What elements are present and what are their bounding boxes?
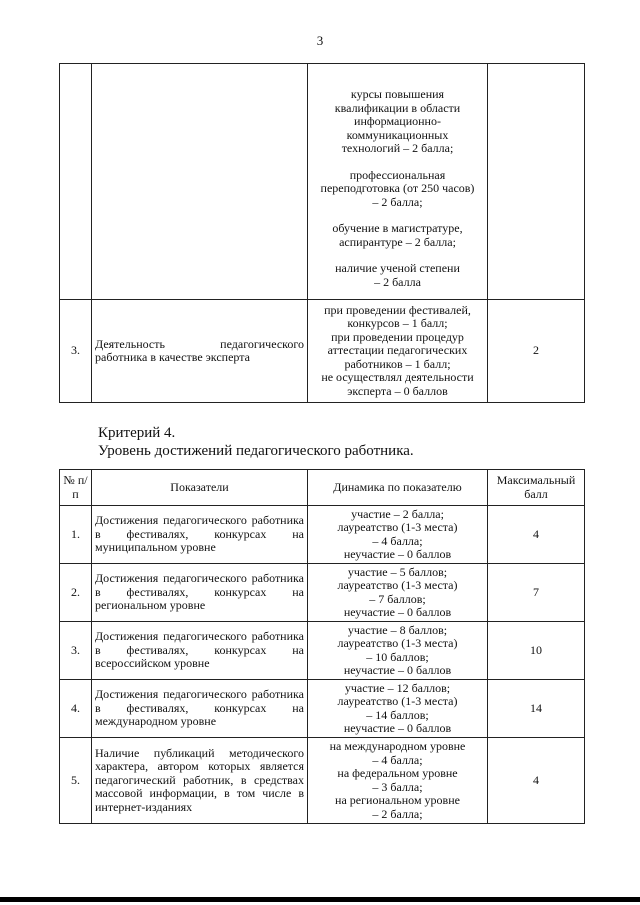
cell-indicator: [92, 64, 308, 300]
dyn-line: переподготовка (от 250 часов): [320, 181, 475, 195]
dyn-line: неучастие – 0 баллов: [343, 547, 452, 561]
scan-edge-bar: [0, 897, 640, 902]
table-row: [60, 64, 585, 300]
dyn-line: наличие ученой степени: [335, 261, 460, 275]
dyn-line: – 14 баллов;: [366, 707, 429, 722]
dyn-line: – 3 балла;: [372, 779, 423, 794]
dyn-line: аттестации педагогических: [327, 343, 468, 358]
dyn-line: участие – 2 балла;: [351, 506, 444, 521]
top-table: [59, 63, 585, 403]
dyn-line: на региональном уровне: [335, 793, 460, 807]
dyn-line: курсы повышения: [350, 87, 445, 101]
cell-max: [488, 64, 585, 300]
dyn-line: лауреатство (1-3 места): [337, 636, 458, 650]
dyn-line: лауреатство (1-3 места): [337, 694, 458, 708]
cell-max: 2: [488, 300, 585, 403]
cell-dynamics: [308, 64, 488, 300]
dyn-line: участие – 12 баллов;: [344, 680, 451, 695]
criterion-heading: [98, 424, 414, 460]
dyn-line: эксперта – 0 баллов: [347, 383, 448, 398]
header-max: Максимальный балл: [488, 470, 585, 506]
cell-max: 10: [488, 622, 585, 680]
table-row: [60, 564, 585, 622]
header-num: № п/п: [60, 470, 92, 506]
dyn-line: на федеральном уровне: [337, 766, 458, 780]
cell-num: 5.: [60, 738, 92, 824]
dyn-line: обучение в магистратуре,: [332, 221, 463, 235]
dyn-line: участие – 5 баллов;: [347, 564, 448, 579]
header-indicators: Показатели: [92, 470, 308, 506]
cell-dynamics: [308, 738, 488, 824]
cell-num: 1.: [60, 506, 92, 564]
cell-indicator: Наличие публикаций методического характера, автором которых является педагогический работник, в средствах массовой информации, в том числе в интернет-изданиях: [92, 738, 308, 824]
cell-num: [60, 64, 92, 300]
table-header-row: [60, 470, 585, 506]
table-row: [60, 680, 585, 738]
cell-max: 7: [488, 564, 585, 622]
dyn-line: – 10 баллов;: [366, 649, 429, 664]
dyn-line: – 2 балла: [374, 274, 421, 289]
dyn-line: – 4 балла;: [372, 752, 423, 767]
criterion-subtitle: Уровень достижений педагогического работника.: [98, 443, 414, 459]
dyn-line: лауреатство (1-3 места): [337, 578, 458, 592]
cell-indicator: Достижения педагогического работника в фестивалях, конкурсах на муниципальном уровне: [92, 506, 308, 564]
dyn-line: участие – 8 баллов;: [347, 622, 448, 637]
cell-max: 4: [488, 506, 585, 564]
cell-indicator: Достижения педагогического работника в фестивалях, конкурсах на региональном уровне: [92, 564, 308, 622]
cell-indicator: Достижения педагогического работника в фестивалях, конкурсах на всероссийском уровне: [92, 622, 308, 680]
cell-num: 3.: [60, 622, 92, 680]
cell-max: 4: [488, 738, 585, 824]
dyn-line: информационно-: [354, 114, 441, 128]
dyn-line: коммуникационных: [346, 127, 449, 142]
table-row: [60, 738, 585, 824]
cell-indicator: Достижения педагогического работника в фестивалях, конкурсах на международном уровне: [92, 680, 308, 738]
dyn-line: работников – 1 балл;: [344, 356, 451, 371]
dyn-line: при проведении фестивалей,: [324, 302, 471, 317]
table-row: [60, 300, 585, 403]
dyn-line: неучастие – 0 баллов: [343, 605, 452, 619]
dyn-line: профессиональная: [349, 167, 446, 182]
dyn-line: при проведении процедур: [331, 329, 464, 344]
dyn-line: – 2 балла;: [372, 194, 423, 209]
cell-dynamics: [308, 300, 488, 403]
dyn-line: неучастие – 0 баллов: [343, 721, 452, 735]
dyn-line: аспирантуре – 2 балла;: [339, 234, 456, 249]
dyn-line: – 7 баллов;: [369, 591, 426, 606]
dyn-line: лауреатство (1-3 места): [337, 520, 458, 534]
dyn-line: – 4 балла;: [372, 533, 423, 548]
cell-dynamics: [308, 622, 488, 680]
cell-indicator: Деятельность педагогического работника в качестве эксперта: [92, 300, 308, 403]
cell-num: 3.: [60, 300, 92, 403]
cell-max: 14: [488, 680, 585, 738]
cell-num: 2.: [60, 564, 92, 622]
criterion-title: Критерий 4.: [98, 425, 176, 441]
dyn-line: конкурсов – 1 балл;: [347, 316, 448, 331]
cell-num: 4.: [60, 680, 92, 738]
dyn-line: не осуществлял деятельности: [321, 370, 474, 385]
dyn-line: на международном уровне: [329, 739, 466, 753]
header-dynamics: Динамика по показателю: [308, 470, 488, 506]
cell-dynamics: [308, 680, 488, 738]
page-number: 3: [316, 33, 324, 48]
dyn-line: технологий – 2 балла;: [341, 141, 454, 155]
cell-dynamics: [308, 564, 488, 622]
dyn-line: неучастие – 0 баллов: [343, 663, 452, 677]
criteria-table: [59, 469, 585, 824]
table-row: [60, 622, 585, 680]
spacer: [311, 156, 484, 169]
cell-dynamics: [308, 506, 488, 564]
dyn-line: квалификации в области: [334, 100, 461, 115]
dyn-line: – 2 балла;: [372, 806, 423, 821]
table-row: [60, 506, 585, 564]
